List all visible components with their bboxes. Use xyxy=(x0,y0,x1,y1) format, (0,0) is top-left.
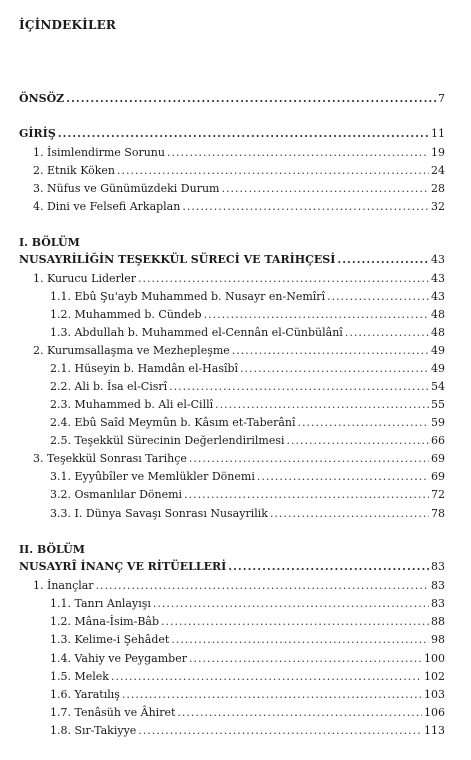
dot-leader xyxy=(177,705,422,721)
toc-entry-page: 59 xyxy=(431,416,445,429)
dot-leader xyxy=(167,145,429,161)
toc-entry[interactable] xyxy=(50,307,445,323)
toc-entry-title: 1. İnançlar xyxy=(33,579,94,592)
toc-entry-page: 43 xyxy=(431,290,445,303)
toc-entry-title: 1.5. Melek xyxy=(50,670,109,683)
toc-entry-page: 43 xyxy=(431,272,445,285)
dot-leader xyxy=(204,307,429,323)
toc-entry-title: 3.2. Osmanlılar Dönemi xyxy=(50,488,183,501)
toc-entry-title: 1.1. Tanrı Anlayışı xyxy=(50,597,151,610)
dot-leader xyxy=(215,397,429,413)
dot-leader xyxy=(122,687,422,703)
toc-entry-title: 1.8. Sır-Takiyye xyxy=(50,724,137,737)
toc-entry[interactable] xyxy=(50,705,445,721)
dot-leader xyxy=(171,632,429,648)
toc-entry[interactable] xyxy=(50,506,445,522)
toc-entry-page: 24 xyxy=(431,164,445,177)
toc-entry-title: NUSAYRİLİĞİN TEŞEKKÜL SÜRECİ VE TARİHÇESİ xyxy=(19,253,336,266)
dot-leader xyxy=(221,181,429,197)
dot-leader xyxy=(257,469,429,485)
toc-entry-page: 98 xyxy=(431,633,445,646)
toc-entry-title: 1.7. Tenâsüh ve Âhiret xyxy=(50,706,176,719)
toc-entry[interactable] xyxy=(33,271,445,287)
toc-entry-page: 83 xyxy=(431,597,445,610)
toc-entry[interactable] xyxy=(50,632,445,648)
dot-leader xyxy=(66,91,436,107)
toc-entry-giris[interactable] xyxy=(19,126,445,142)
toc-entry-page: 48 xyxy=(431,308,445,321)
toc-entry[interactable] xyxy=(50,614,445,630)
toc-entry-title: NUSAYRÎ İNANÇ VE RİTÜELLERİ xyxy=(19,560,227,573)
dot-leader xyxy=(138,723,422,739)
dot-leader xyxy=(153,596,429,612)
toc-entry-page: 55 xyxy=(431,398,445,411)
toc-entry-page: 32 xyxy=(431,200,445,213)
toc-entry[interactable] xyxy=(50,361,445,377)
toc-entry-page: 88 xyxy=(431,615,445,628)
toc-entry[interactable] xyxy=(50,687,445,703)
toc-entry[interactable] xyxy=(50,669,445,685)
toc-entry-title: 4. Dini ve Felsefi Arkaplan xyxy=(33,200,181,213)
toc-entry[interactable] xyxy=(50,651,445,667)
toc-entry-page: 100 xyxy=(424,652,445,665)
toc-entry-title: GİRİŞ xyxy=(19,127,56,140)
dot-leader xyxy=(270,506,429,522)
dot-leader xyxy=(161,614,429,630)
toc-entry-title: 2.5. Teşekkül Sürecinin Değerlendirilmesi xyxy=(50,434,285,447)
toc-entry-page: 7 xyxy=(438,92,445,105)
dot-leader xyxy=(182,199,429,215)
toc-entry[interactable] xyxy=(33,163,445,179)
dot-leader xyxy=(345,325,429,341)
toc-entry-page: 72 xyxy=(431,488,445,501)
toc-entry-page: 54 xyxy=(431,380,445,393)
toc-entry[interactable] xyxy=(50,289,445,305)
toc-entry[interactable] xyxy=(33,181,445,197)
toc-entry-page: 113 xyxy=(424,724,445,737)
dot-leader xyxy=(189,451,429,467)
toc-entry-title: 2.1. Hüseyin b. Hamdân el-Hasîbî xyxy=(50,362,239,375)
part-label: II. BÖLÜM xyxy=(19,543,85,556)
toc-entry-page: 48 xyxy=(431,326,445,339)
toc-entry-title: 1.1. Ebû Şu'ayb Muhammed b. Nusayr en-Nemîrî xyxy=(50,290,326,303)
toc-entry-title: 3.1. Eyyûbîler ve Memlükler Dönemi xyxy=(50,470,255,483)
toc-entry-title: 2.4. Ebû Saîd Meymûn b. Kâsım et-Taberânî xyxy=(50,416,296,429)
toc-entry-page: 69 xyxy=(431,452,445,465)
dot-leader xyxy=(117,163,429,179)
toc-entry[interactable] xyxy=(33,578,445,594)
toc-entry-title: ÖNSÖZ xyxy=(19,92,65,105)
toc-entry[interactable] xyxy=(33,451,445,467)
dot-leader xyxy=(96,578,429,594)
toc-entry-page: 106 xyxy=(424,706,445,719)
toc-entry-title: 1.4. Vahiy ve Peygamber xyxy=(50,652,187,665)
dot-leader xyxy=(240,361,429,377)
toc-entry-title: 1.3. Kelime-i Şehâdet xyxy=(50,633,170,646)
toc-entry-title: 1.6. Yaratılış xyxy=(50,688,120,701)
dot-leader xyxy=(337,252,429,268)
toc-entry[interactable] xyxy=(50,325,445,341)
toc-entry-title: 3. Teşekkül Sonrası Tarihçe xyxy=(33,452,187,465)
toc-entry-page: 103 xyxy=(424,688,445,701)
toc-entry-part2[interactable] xyxy=(19,559,445,575)
toc-entry[interactable] xyxy=(50,469,445,485)
toc-entry-page: 28 xyxy=(431,182,445,195)
part-label: I. BÖLÜM xyxy=(19,236,80,249)
toc-entry-page: 83 xyxy=(431,560,445,573)
page-title: İÇİNDEKİLER xyxy=(19,18,117,32)
toc-entry-title: 1.2. Muhammed b. Cündeb xyxy=(50,308,202,321)
toc-entry[interactable] xyxy=(50,379,445,395)
toc-entry-title: 1.3. Abdullah b. Muhammed el-Cennân el-Cünbülânî xyxy=(50,326,343,339)
toc-entry[interactable] xyxy=(50,596,445,612)
toc-entry-title: 3. Nüfus ve Günümüzdeki Durum xyxy=(33,182,220,195)
dot-leader xyxy=(169,379,429,395)
toc-entry[interactable] xyxy=(50,487,445,503)
dot-leader xyxy=(58,126,429,142)
toc-entry-page: 11 xyxy=(431,127,445,140)
dot-leader xyxy=(111,669,422,685)
toc-entry-title: 1.2. Mâna-İsim-Bâb xyxy=(50,615,160,628)
toc-entry-title: 2.3. Muhammed b. Ali el-Cillî xyxy=(50,398,214,411)
toc-entry-page: 19 xyxy=(431,146,445,159)
toc-entry[interactable] xyxy=(50,433,445,449)
dot-leader xyxy=(232,343,429,359)
toc-entry-title: 2.2. Ali b. İsa el-Cisrî xyxy=(50,380,168,393)
toc-entry-title: 2. Etnik Köken xyxy=(33,164,116,177)
toc-entry[interactable] xyxy=(50,415,445,431)
toc-entry[interactable] xyxy=(33,199,445,215)
toc-entry-part1[interactable] xyxy=(19,252,445,268)
dot-leader xyxy=(287,433,429,449)
toc-entry[interactable] xyxy=(33,343,445,359)
toc-entry[interactable] xyxy=(50,397,445,413)
dot-leader xyxy=(228,559,429,575)
toc-entry-title: 1. İsimlendirme Sorunu xyxy=(33,146,165,159)
dot-leader xyxy=(189,651,422,667)
toc-entry-page: 78 xyxy=(431,507,445,520)
toc-entry-page: 69 xyxy=(431,470,445,483)
toc-entry-title: 3.3. I. Dünya Savaşı Sonrası Nusayrilik xyxy=(50,507,268,520)
toc-entry-page: 83 xyxy=(431,579,445,592)
dot-leader xyxy=(327,289,429,305)
toc-entry-title: 2. Kurumsallaşma ve Mezhepleşme xyxy=(33,344,230,357)
toc-entry-page: 49 xyxy=(431,362,445,375)
toc-entry-page: 66 xyxy=(431,434,445,447)
toc-entry-onsoz[interactable] xyxy=(19,91,445,107)
toc-entry-page: 102 xyxy=(424,670,445,683)
toc-entry[interactable] xyxy=(33,145,445,161)
dot-leader xyxy=(298,415,429,431)
toc-entry-page: 43 xyxy=(431,253,445,266)
toc-entry[interactable] xyxy=(50,723,445,739)
dot-leader xyxy=(184,487,429,503)
toc-entry-title: 1. Kurucu Liderler xyxy=(33,272,137,285)
toc-entry-page: 49 xyxy=(431,344,445,357)
dot-leader xyxy=(138,271,429,287)
